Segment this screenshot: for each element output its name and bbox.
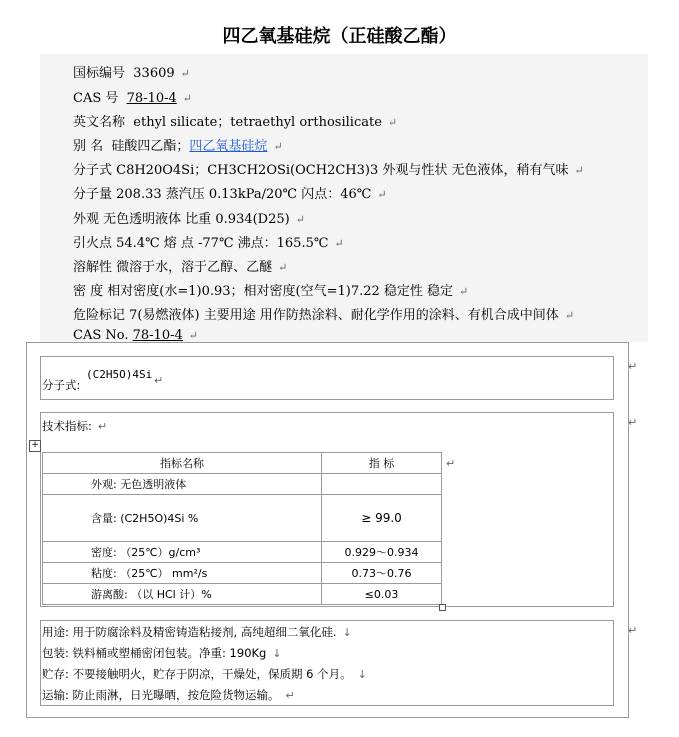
info-line-density: 密 度 相对密度(水=1)0.93；相对密度(空气=1)7.22 稳定性 稳定 ↵: [73, 284, 469, 299]
tech-label: 技术指标: ↵: [42, 419, 108, 433]
table-row: 含量: (C2H5O)4Si % ≥ 99.0: [43, 495, 442, 542]
table-row: 粘度: （25℃） mm²/s 0.73～0.76: [43, 563, 442, 584]
table-move-handle-icon[interactable]: +: [29, 440, 41, 452]
info-line-appearance: 外观 无色透明液体 比重 0.934(D25) ↵: [73, 212, 305, 227]
table-header-row: [43, 453, 442, 474]
alias-link[interactable]: 四乙氧基硅烷: [189, 139, 268, 154]
header-value: 指 标: [322, 453, 442, 474]
info-line-hazard: 危险标记 7(易燃液体) 主要用途 用作防热涂料、耐化学作用的涂料、有机合成中间体 ↵: [73, 308, 575, 323]
header-name: 指标名称: [43, 453, 322, 474]
info-line-solubility: 溶解性 微溶于水，溶于乙醇、乙醚 ↵: [73, 260, 288, 275]
spec-table: [42, 452, 442, 605]
packaging-line: 包装: 铁料桶或塑桶密闭包装。净重: 190Kg ↓: [42, 646, 282, 660]
info-line-formula: 分子式 C8H20O4Si；CH3CH2OSi(OCH2CH3)3 外观与性状 无色液体，稍有气味 ↵: [73, 163, 584, 178]
document-title: 四乙氧基硅烷（正硅酸乙酯）: [222, 26, 457, 47]
info-line-english-name: 英文名称 ethyl silicate；tetraethyl orthosilicate ↵: [73, 115, 398, 130]
info-line-cas: CAS 号 78-10-4 ↵: [73, 91, 192, 106]
table-row: 外观: 无色透明液体: [43, 474, 442, 495]
table-resize-handle-icon[interactable]: [439, 604, 446, 611]
info-line-ignition: 引火点 54.4℃ 熔 点 -77℃ 沸点：165.5℃ ↵: [73, 236, 344, 251]
table-row: 密度: （25℃）g/cm³ 0.929～0.934: [43, 542, 442, 563]
formula-value: (C2H5O)4Si: [86, 368, 153, 381]
info-line-gb-number: 国标编号 33609 ↵: [73, 66, 190, 81]
formula-label: 分子式:: [42, 378, 81, 392]
table-row: 游离酸: （以 HCl 计）% ≤0.03: [43, 584, 442, 605]
info-line-cas-no: CAS No. 78-10-4 ↵: [73, 328, 198, 343]
info-line-molecular-weight: 分子量 208.33 蒸汽压 0.13kPa/20℃ 闪点：46℃ ↵: [73, 187, 387, 202]
transport-line: 运输: 防止雨淋，日光曝晒，按危险货物运输。 ↵: [42, 688, 295, 702]
info-line-alias: 别 名 硅酸四乙酯；四乙氧基硅烷 ↵: [73, 139, 283, 154]
usage-line: 用途: 用于防腐涂料及精密铸造粘接剂, 高纯超细二氧化硅. ↓: [42, 625, 352, 639]
storage-line: 贮存: 不要接触明火，贮存于阴凉，干燥处，保质期 6 个月。 ↓: [42, 667, 367, 681]
